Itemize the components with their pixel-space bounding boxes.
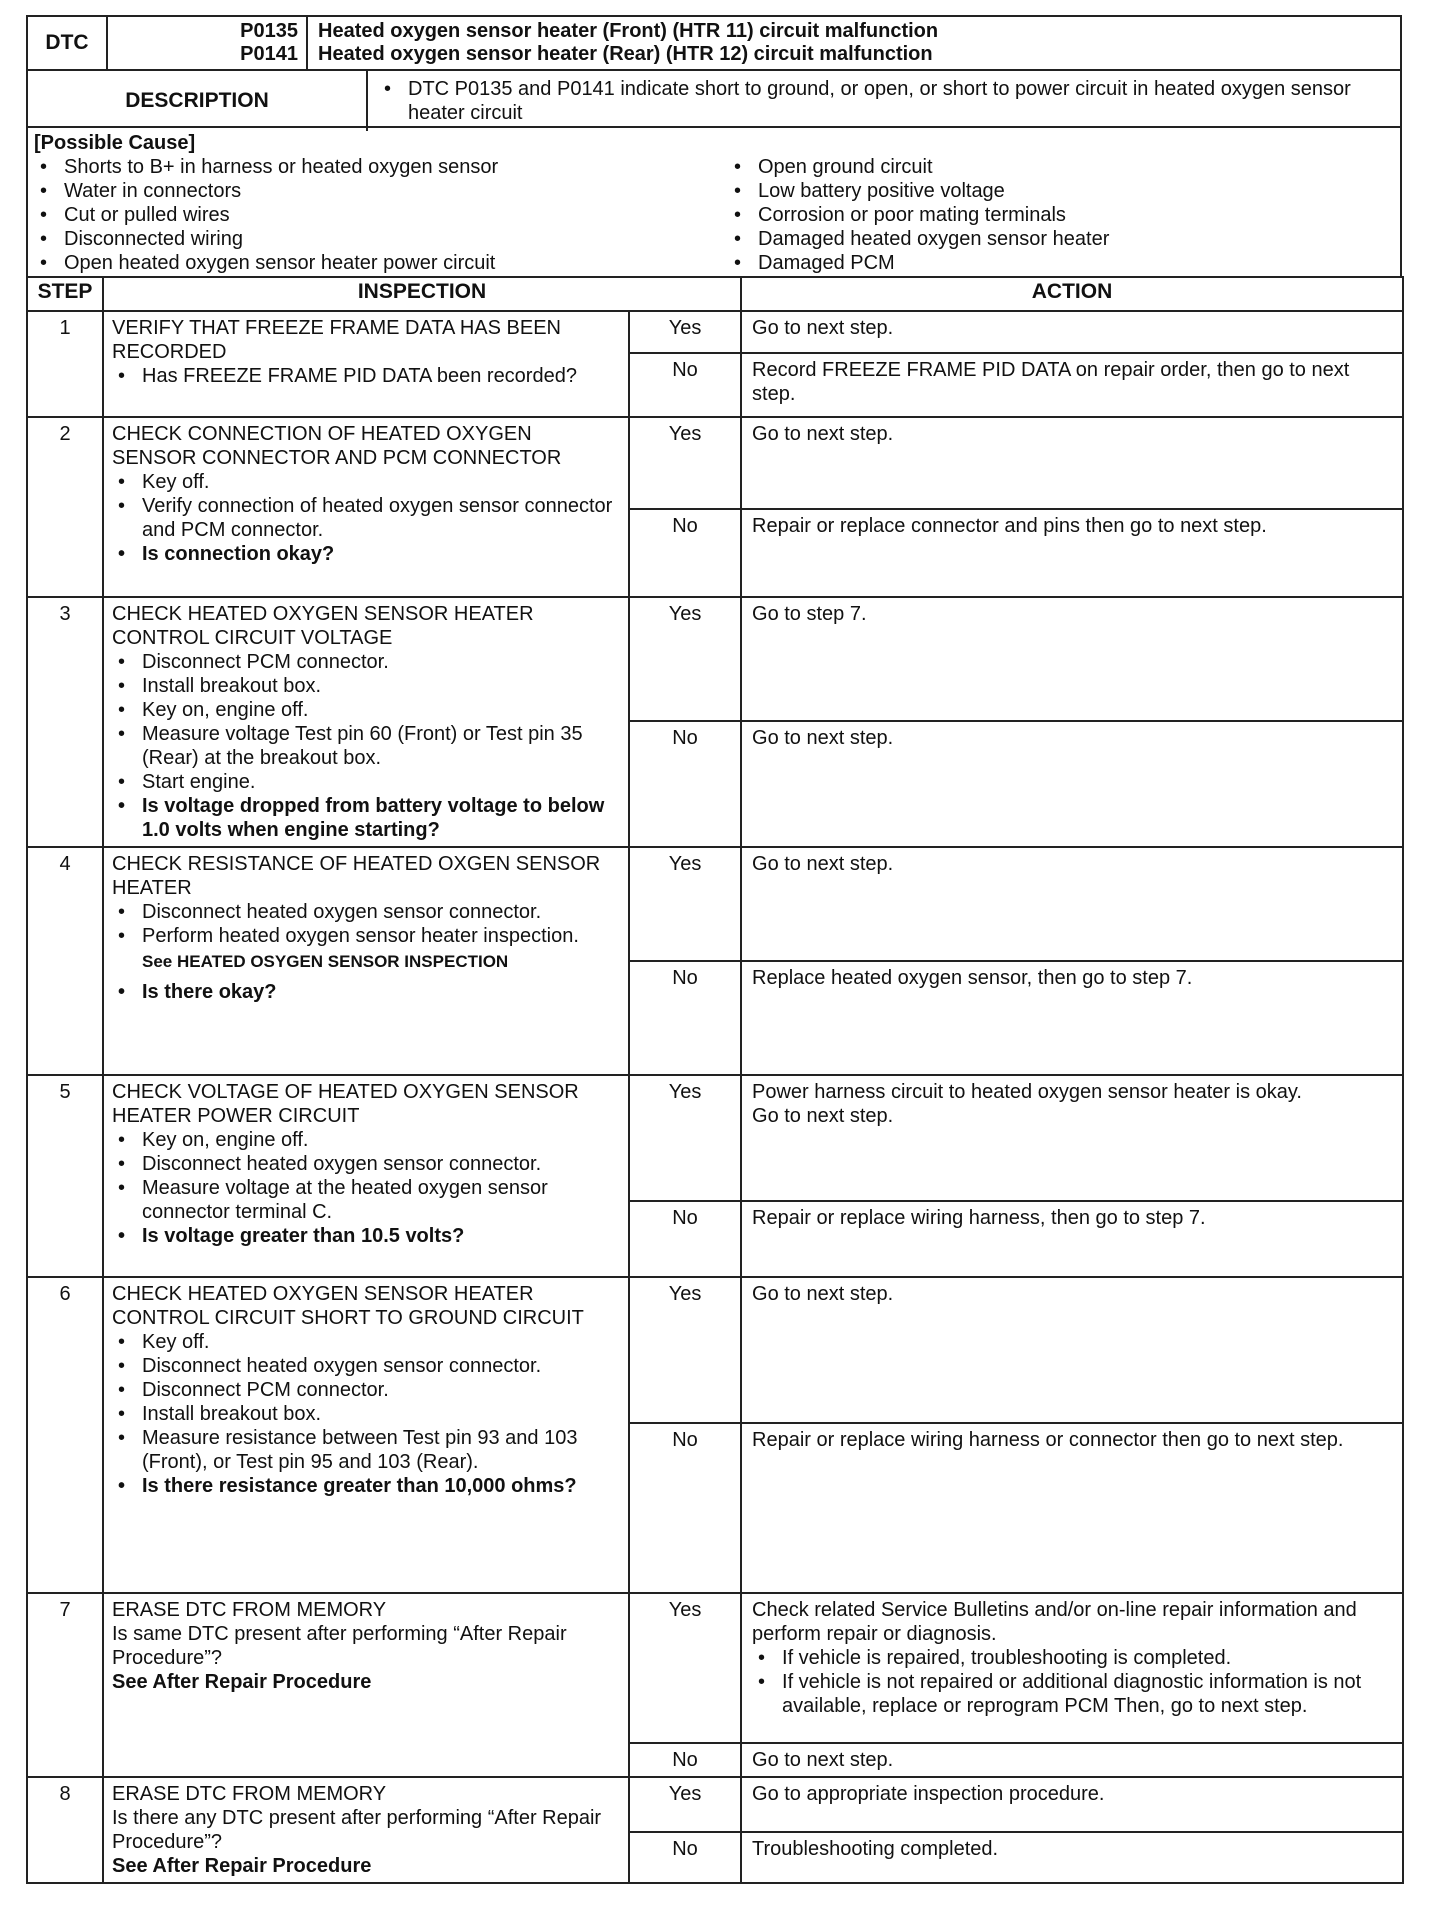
no-action: Go to next step. <box>741 1743 1403 1777</box>
step-inspection <box>103 597 629 847</box>
see-reference: See After Repair Procedure <box>112 1671 372 1693</box>
no-label: No <box>629 1743 741 1777</box>
step-title: CHECK VOLTAGE OF HEATED OXYGEN SENSOR HEATER POWER CIRCUIT <box>112 1081 579 1127</box>
step-number: 3 <box>27 597 103 847</box>
no-label: No <box>629 1832 741 1883</box>
step-inspection <box>103 1075 629 1277</box>
possible-cause-item: • Open heated oxygen sensor heater power circuit <box>34 251 700 275</box>
step-question: • Is voltage dropped from battery voltage to below 1.0 volts when engine starting? <box>112 794 620 842</box>
description-item: • DTC P0135 and P0141 indicate short to ground, or open, or short to power circuit in heated oxygen sensor heater circuit <box>378 77 1390 125</box>
step-question: • Is there resistance greater than 10,000 ohms? <box>112 1474 620 1498</box>
no-label: No <box>629 961 741 1075</box>
no-label: No <box>629 1423 741 1593</box>
see-reference: See After Repair Procedure <box>112 1855 372 1877</box>
yes-label: Yes <box>629 1075 741 1201</box>
step-item: • Perform heated oxygen sensor heater inspection. <box>112 924 620 948</box>
table-row <box>27 417 1403 509</box>
step-title: CHECK RESISTANCE OF HEATED OXGEN SENSOR HEATER <box>112 853 601 899</box>
possible-cause-title: [Possible Cause] <box>34 132 196 154</box>
no-action: Repair or replace wiring harness, then go to step 7. <box>741 1201 1403 1277</box>
table-row <box>27 847 1403 961</box>
yes-action <box>741 1593 1403 1743</box>
step-question: • Is there okay? <box>112 980 620 1004</box>
possible-cause-item: • Cut or pulled wires <box>34 203 700 227</box>
table-row <box>27 1777 1403 1832</box>
yes-action-item: • If vehicle is not repaired or additional diagnostic information is not available, replace or reprogram PCM Then, go to next step. <box>752 1670 1394 1718</box>
step-title: ERASE DTC FROM MEMORY <box>112 1599 387 1621</box>
step-item: • Measure voltage Test pin 60 (Front) or Test pin 35 (Rear) at the breakout box. <box>112 722 620 770</box>
table-row <box>27 1593 1403 1743</box>
yes-action <box>741 1075 1403 1201</box>
step-item: • Disconnect PCM connector. <box>112 1378 620 1402</box>
step-number: 4 <box>27 847 103 1075</box>
dtc-code: P0135 <box>240 20 298 42</box>
step-text: Is there any DTC present after performing “After Repair Procedure”? <box>112 1807 602 1853</box>
yes-label: Yes <box>629 417 741 509</box>
table-row <box>27 1075 1403 1201</box>
dtc-label: DTC <box>28 17 108 69</box>
step-number: 5 <box>27 1075 103 1277</box>
possible-cause-item: • Damaged heated oxygen sensor heater <box>728 227 1394 251</box>
possible-cause-item: • Shorts to B+ in harness or heated oxygen sensor <box>34 155 700 179</box>
see-reference: See HEATED OSYGEN SENSOR INSPECTION <box>142 952 509 971</box>
yes-action-text: Power harness circuit to heated oxygen sensor heater is okay. <box>752 1081 1302 1103</box>
step-item: • Install breakout box. <box>112 1402 620 1426</box>
possible-cause-list-left <box>34 155 700 275</box>
table-row <box>27 1277 1403 1423</box>
table-header-row <box>27 277 1403 311</box>
step-title: CHECK HEATED OXYGEN SENSOR HEATER CONTROL CIRCUIT SHORT TO GROUND CIRCUIT <box>112 1283 584 1329</box>
possible-cause-list-right <box>728 155 1394 275</box>
yes-action: Go to next step. <box>741 1277 1403 1423</box>
yes-action: Go to next step. <box>741 847 1403 961</box>
step-item: • Disconnect heated oxygen sensor connector. <box>112 1354 620 1378</box>
step-item: • Key on, engine off. <box>112 698 620 722</box>
step-title: CHECK HEATED OXYGEN SENSOR HEATER CONTROL CIRCUIT VOLTAGE <box>112 603 534 649</box>
yes-action: Go to appropriate inspection procedure. <box>741 1777 1403 1832</box>
step-title: CHECK CONNECTION OF HEATED OXYGEN SENSOR CONNECTOR AND PCM CONNECTOR <box>112 423 562 469</box>
step-inspection <box>103 417 629 597</box>
dtc-header-row <box>26 15 1402 69</box>
no-action: Repair or replace wiring harness or connector then go to next step. <box>741 1423 1403 1593</box>
yes-action: Go to next step. <box>741 417 1403 509</box>
possible-cause-item: • Water in connectors <box>34 179 700 203</box>
step-item: • Measure voltage at the heated oxygen sensor connector terminal C. <box>112 1176 620 1224</box>
step-item: • Disconnect heated oxygen sensor connector. <box>112 1152 620 1176</box>
step-question: • Is connection okay? <box>112 542 620 566</box>
step-item: • Key off. <box>112 470 620 494</box>
step-inspection <box>103 1277 629 1593</box>
yes-action-text: Go to next step. <box>752 1105 894 1127</box>
step-item: • Measure resistance between Test pin 93 and 103 (Front), or Test pin 95 and 103 (Rear). <box>112 1426 620 1474</box>
step-text: Is same DTC present after performing “After Repair Procedure”? <box>112 1623 567 1669</box>
no-label: No <box>629 721 741 847</box>
step-number: 8 <box>27 1777 103 1883</box>
dtc-titles <box>308 17 1400 69</box>
step-title: ERASE DTC FROM MEMORY <box>112 1783 387 1805</box>
step-item: • Key off. <box>112 1330 620 1354</box>
yes-label: Yes <box>629 1777 741 1832</box>
possible-cause-item: • Corrosion or poor mating terminals <box>728 203 1394 227</box>
possible-cause-item: • Disconnected wiring <box>34 227 700 251</box>
step-item: • Disconnect PCM connector. <box>112 650 620 674</box>
yes-label: Yes <box>629 311 741 353</box>
dtc-title: Heated oxygen sensor heater (Front) (HTR 11) circuit malfunction <box>318 20 939 42</box>
dtc-procedure-page <box>26 15 1402 1884</box>
possible-cause-item: • Low battery positive voltage <box>728 179 1394 203</box>
step-item: • Disconnect heated oxygen sensor connector. <box>112 900 620 924</box>
col-action: ACTION <box>741 277 1403 311</box>
no-label: No <box>629 1201 741 1277</box>
yes-label: Yes <box>629 847 741 961</box>
col-inspection: INSPECTION <box>103 277 741 311</box>
step-item: • Key on, engine off. <box>112 1128 620 1152</box>
yes-label: Yes <box>629 1277 741 1423</box>
step-item: • Install breakout box. <box>112 674 620 698</box>
no-label: No <box>629 353 741 417</box>
possible-cause-item: • Open ground circuit <box>728 155 1394 179</box>
table-row <box>27 597 1403 721</box>
dtc-title: Heated oxygen sensor heater (Rear) (HTR 12) circuit malfunction <box>318 43 933 65</box>
possible-cause-item: • Damaged PCM <box>728 251 1394 275</box>
yes-label: Yes <box>629 1593 741 1743</box>
yes-action: Go to step 7. <box>741 597 1403 721</box>
step-inspection <box>103 1593 629 1777</box>
step-inspection <box>103 1777 629 1883</box>
description-row <box>26 69 1402 126</box>
yes-action-item: • If vehicle is repaired, troubleshooting is completed. <box>752 1646 1394 1670</box>
step-number: 1 <box>27 311 103 417</box>
no-action: Go to next step. <box>741 721 1403 847</box>
no-action: Repair or replace connector and pins then go to next step. <box>741 509 1403 597</box>
dtc-codes <box>108 17 308 69</box>
col-step: STEP <box>27 277 103 311</box>
no-action: Troubleshooting completed. <box>741 1832 1403 1883</box>
step-item: • Has FREEZE FRAME PID DATA been recorded? <box>112 364 620 388</box>
yes-label: Yes <box>629 597 741 721</box>
no-action: Replace heated oxygen sensor, then go to step 7. <box>741 961 1403 1075</box>
possible-cause-section <box>26 126 1402 276</box>
description-text <box>368 71 1400 131</box>
step-number: 6 <box>27 1277 103 1593</box>
step-title: VERIFY THAT FREEZE FRAME DATA HAS BEEN RECORDED <box>112 317 561 363</box>
step-question: • Is voltage greater than 10.5 volts? <box>112 1224 620 1248</box>
step-inspection <box>103 847 629 1075</box>
step-number: 2 <box>27 417 103 597</box>
step-item: • Start engine. <box>112 770 620 794</box>
step-item: • Verify connection of heated oxygen sensor connector and PCM connector. <box>112 494 620 542</box>
dtc-code: P0141 <box>240 43 298 65</box>
inspection-table <box>26 276 1404 1884</box>
yes-action: Go to next step. <box>741 311 1403 353</box>
description-label: DESCRIPTION <box>28 71 368 131</box>
table-row <box>27 311 1403 353</box>
step-number: 7 <box>27 1593 103 1777</box>
step-inspection <box>103 311 629 417</box>
yes-action-text: Check related Service Bulletins and/or on-line repair information and perform repair or diagnosis. <box>752 1599 1357 1645</box>
no-action: Record FREEZE FRAME PID DATA on repair order, then go to next step. <box>741 353 1403 417</box>
no-label: No <box>629 509 741 597</box>
